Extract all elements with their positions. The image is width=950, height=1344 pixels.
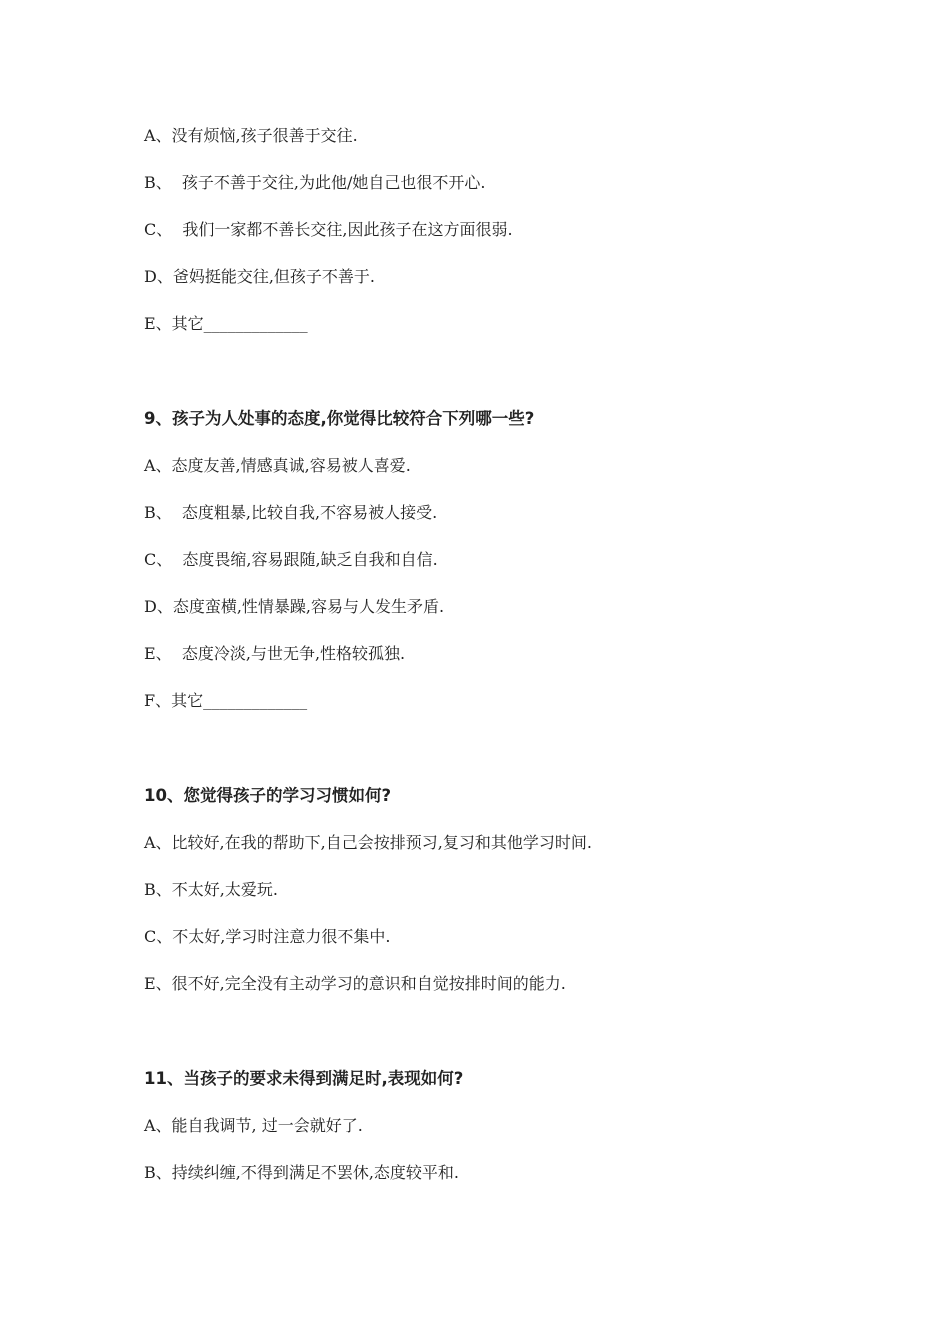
q10-option-c: C、不太好,学习时注意力很不集中. bbox=[144, 927, 391, 946]
q11-title: 11、当孩子的要求未得到满足时,表现如何? bbox=[144, 1069, 464, 1088]
q8-option-b: B、 孩子不善于交往,为此他/她自己也很不开心. bbox=[144, 173, 486, 192]
q8-option-e: E、其它_____________ bbox=[144, 314, 308, 333]
q9-option-e: E、 态度冷淡,与世无争,性格较孤独. bbox=[144, 644, 406, 663]
q9-option-b: B、 态度粗暴,比较自我,不容易被人接受. bbox=[144, 503, 438, 522]
q10-option-e: E、很不好,完全没有主动学习的意识和自觉按排时间的能力. bbox=[144, 974, 566, 993]
q9-option-c: C、 态度畏缩,容易跟随,缺乏自我和自信. bbox=[144, 550, 438, 569]
q10-option-b: B、不太好,太爱玩. bbox=[144, 880, 278, 899]
q9-title: 9、孩子为人处事的态度,你觉得比较符合下列哪一些? bbox=[144, 409, 535, 428]
q9-option-f: F、其它_____________ bbox=[144, 691, 308, 710]
q8-option-c: C、 我们一家都不善长交往,因此孩子在这方面很弱. bbox=[144, 220, 513, 239]
q8-option-a: A、没有烦恼,孩子很善于交往. bbox=[144, 126, 358, 145]
q10-option-a: A、比较好,在我的帮助下,自己会按排预习,复习和其他学习时间. bbox=[144, 833, 592, 852]
q9-option-d: D、态度蛮横,性情暴躁,容易与人发生矛盾. bbox=[144, 597, 445, 616]
q10-title: 10、您觉得孩子的学习习惯如何? bbox=[144, 786, 392, 805]
q9-option-a: A、态度友善,情感真诚,容易被人喜爱. bbox=[144, 456, 411, 475]
q11-option-b: B、持续纠缠,不得到满足不罢休,态度较平和. bbox=[144, 1163, 460, 1182]
q11-option-a: A、能自我调节, 过一会就好了. bbox=[144, 1116, 363, 1135]
q8-option-d: D、爸妈挺能交往,但孩子不善于. bbox=[144, 267, 376, 286]
